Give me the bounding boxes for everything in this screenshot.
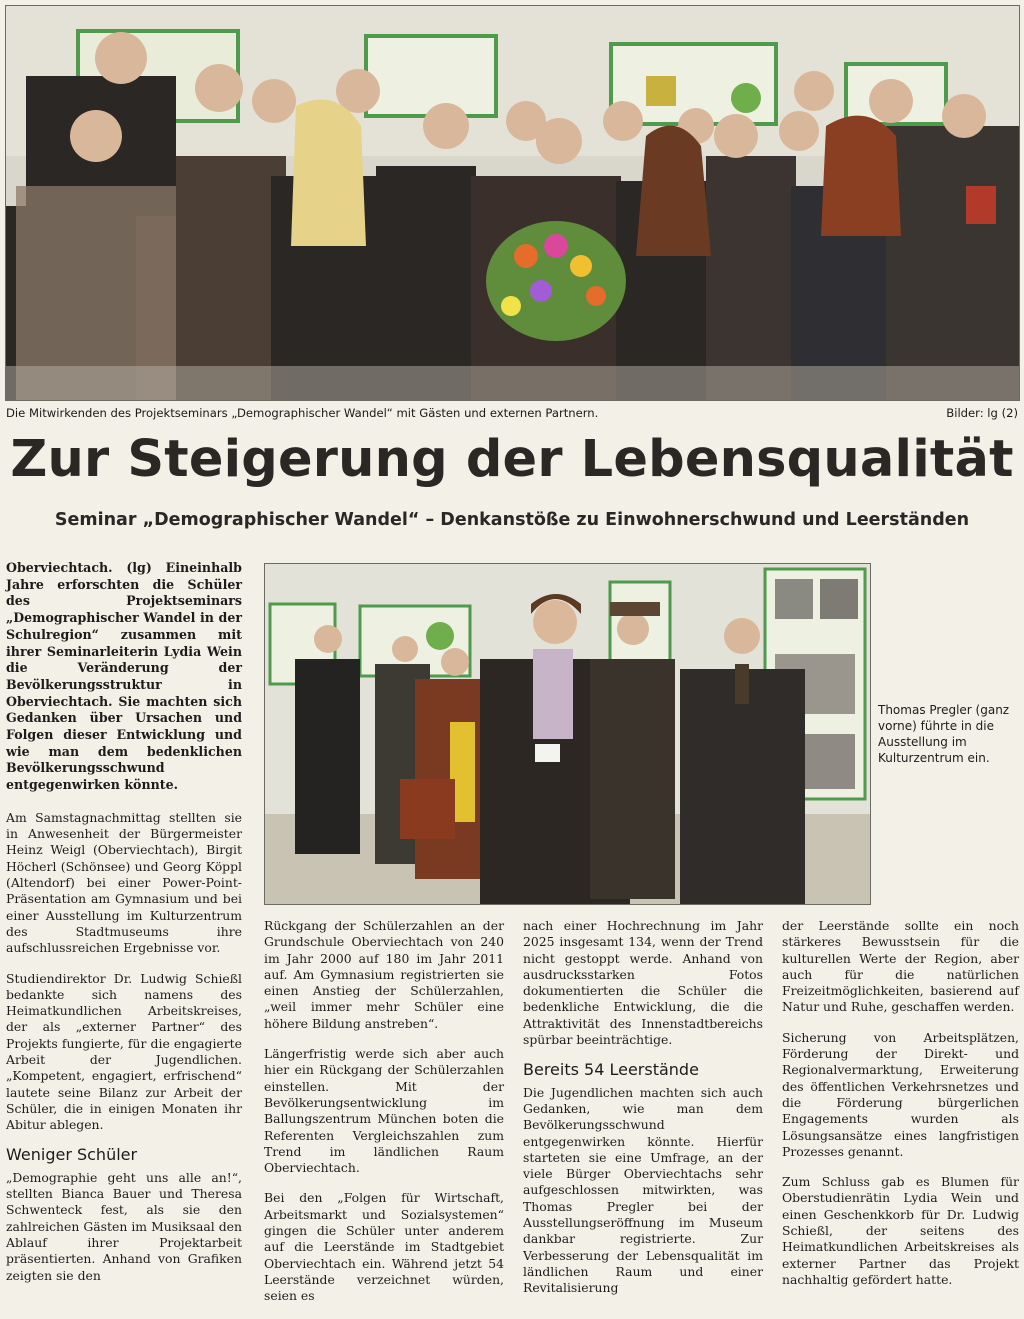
exhibition-photo-illustration	[265, 564, 870, 904]
article-paragraph: Zum Schluss gab es Blumen für Oberstudienrätin Lydia Wein und einen Geschenkkorb für Dr. Ludwig Schießl, der seitens des Heimatkundlichen Arbeitskreises als externer Partner das Projekt nachhaltig gefördert hatte.	[782, 1174, 1019, 1287]
article-paragraph: Die Jugendlichen machten sich auch Gedanken, wie man dem Bevölkerungsschwund entgegenwirken könnte. Hierfür starteten sie eine Umfrage, an der viele Bürger Oberviechtachs sehr aufgeschlossen mitwirkten, was Thomas Pregler bei der Ausstellungseröffnung im Museum dankbar registrierte. Zur Verbesserung der Lebensqualität im ländlichen Raum und einer Revitalisierung	[523, 1084, 763, 1296]
subheadline: Seminar „Demographischer Wandel“ – Denkanstöße zu Einwohnerschwund und Leerständen	[54, 510, 970, 530]
group-photo	[5, 5, 1020, 401]
exhibition-photo	[264, 563, 871, 905]
photo-credit: Bilder: lg (2)	[946, 406, 1018, 420]
article-paragraph: Bei den „Folgen für Wirtschaft, Arbeitsmarkt und Sozialsystemen“ gingen die Schüler unter anderem auf die Leerstände im Stadtgebiet Oberviechtach ein. Während jetzt 54 Leerstände verzeichnet würden, seien es	[264, 1190, 504, 1304]
article-column-3	[523, 918, 763, 1311]
headline: Zur Steigerung der Lebensqualität	[10, 430, 1014, 489]
article-column-4	[782, 918, 1019, 1302]
article-paragraph: nach einer Hochrechnung im Jahr 2025 insgesamt 134, wenn der Trend nicht gestoppt werde. Anhand von ausdrucksstarken Fotos dokumentierten die Schüler die bedenkliche Entwicklung, die die Attraktivität des Innenstadtbereichs spürbar beeinträchtige.	[523, 918, 763, 1048]
article-paragraph: Längerfristig werde sich aber auch hier ein Rückgang der Schülerzahlen einstellen. Mit der Bevölkerungsentwicklung im Ballungszentrum München boten die Referenten Vergleichszahlen zum Trend im ländlichen Raum Oberviechtach.	[264, 1046, 504, 1176]
subheading-weniger-schueler: Weniger Schüler	[6, 1145, 138, 1165]
group-photo-illustration	[6, 6, 1019, 400]
exhibition-photo-caption: Thomas Pregler (ganz vorne) führte in die Ausstellung im Kulturzentrum ein.	[878, 703, 1010, 765]
article-paragraph: Rückgang der Schülerzahlen an der Grundschule Oberviechtach von 240 im Jahr 2000 auf 180 im Jahr 2011 auf. Am Gymnasium registrierten sie einen Anstieg der Schülerzahlen, „weil immer mehr Schüler eine höhere Bildung anstreben“.	[264, 918, 504, 1031]
article-paragraph: Sicherung von Arbeitsplätzen, Förderung der Direkt- und Regionalvermarktung, Erweiterung des öffentlichen Verkehrsnetzes und die Förderung bürgerlichen Engagements wurden als Lösungsansätze eines langfristigen Prozesses genannt.	[782, 1029, 1019, 1159]
article-paragraph: der Leerstände sollte ein noch stärkeres Bewusstsein für die kulturellen Werte der Region, aber auch für die natürlichen Freizeitmöglichkeiten, basierend auf Natur und Ruhe, geschaffen werden.	[782, 918, 1019, 1015]
article-column-1	[6, 560, 242, 1298]
subheading-bereits-54-leerstaende: Bereits 54 Leerstände	[523, 1060, 699, 1080]
top-photo-caption: Die Mitwirkenden des Projektseminars „Demographischer Wandel“ mit Gästen und externen Partnern.	[6, 406, 599, 420]
bouquet	[486, 221, 626, 341]
article-paragraph: „Demographie geht uns alle an!“, stellten Bianca Bauer und Theresa Schwenteck fest, als sie den zahlreichen Gästen im Musiksaal den Ablauf ihrer Projektarbeit präsentierten. Anhand von Grafiken zeigten sie den	[6, 1169, 242, 1283]
article-paragraph: Am Samstagnachmittag stellten sie in Anwesenheit der Bürgermeister Heinz Weigl (Oberviechtach), Birgit Höcherl (Schönsee) und Georg Köppl (Altendorf) bei einer Power-Point-Präsentation am Gymnasium und bei einer Ausstellung im Kulturzentrum des Stadtmuseums ihre aufschlussreichen Ergebnisse vor.	[6, 809, 242, 956]
article-lead: Oberviechtach. (lg) Eineinhalb Jahre erforschten die Schüler des Projektseminars „Demographischer Wandel in der Schulregion“ zusammen mit ihrer Seminarleiterin Lydia Wein die Veränderung der Bevölkerungsstruktur in Oberviechtach. Sie machten sich Gedanken über Ursachen und Folgen dieser Entwicklung und wie man dem bedenklichen Bevölkerungsschwund entgegenwirken könnte.	[6, 560, 242, 793]
article-paragraph: Studiendirektor Dr. Ludwig Schießl bedankte sich namens des Heimatkundlichen Arbeitskreises, der als „externer Partner“ des Projekts fungierte, für die engagierte Arbeit der Jugendlichen. „Kompetent, engagiert, erfrischend“ lautete seine Bilanz zur Arbeit der Schüler, die in einigen Monaten ihr Abitur ablegen.	[6, 970, 242, 1133]
article-column-2	[264, 918, 504, 1319]
